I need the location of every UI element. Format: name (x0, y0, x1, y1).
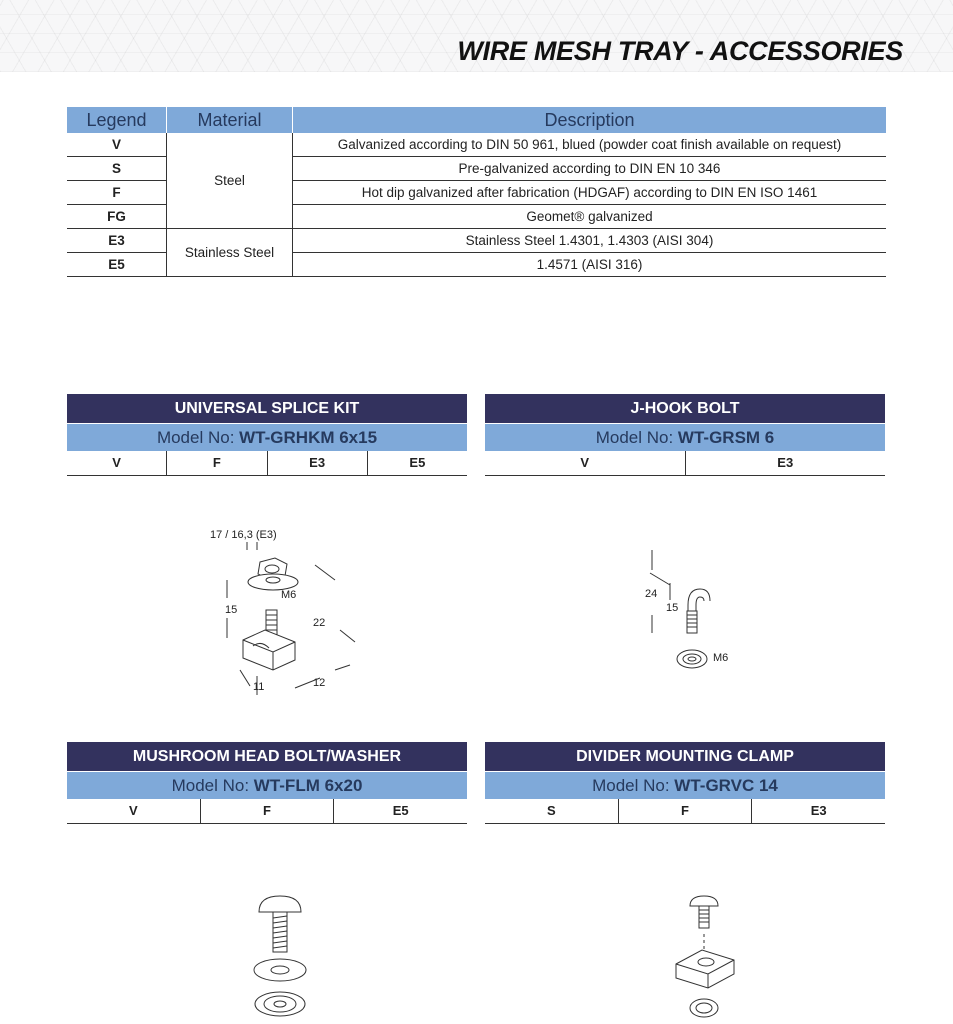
material-code: E5 (392, 803, 409, 818)
product-mushroom-head-bolt (67, 742, 467, 824)
legend-code: E5 (67, 253, 167, 277)
legend-description: Pre-galvanized according to DIN EN 10 346 (293, 157, 887, 181)
product-model (67, 771, 467, 799)
dimension-label: 22 (313, 617, 326, 629)
material-cell: Steel (167, 133, 293, 229)
page-title: WIRE MESH TRAY - ACCESSORIES (457, 36, 903, 66)
product-title: UNIVERSAL SPLICE KIT (67, 394, 467, 423)
description-header: Description (293, 107, 887, 133)
dimension-label: M6 (713, 652, 729, 664)
material-header: Material (167, 107, 293, 133)
product-model (485, 771, 885, 799)
model-number: WT-FLM 6x20 (253, 776, 363, 795)
legend-code: V (67, 133, 167, 157)
legend-code: E3 (67, 229, 167, 253)
legend-description: 1.4571 (AISI 316) (293, 253, 887, 277)
model-prefix: Model No: (156, 428, 240, 447)
model-number: WT-GRVC 14 (674, 776, 778, 795)
material-code: V (67, 799, 201, 823)
product-title: J-HOOK BOLT (485, 394, 885, 423)
material-codes (67, 451, 467, 476)
material-cell: Stainless Steel (167, 229, 293, 277)
product-title: MUSHROOM HEAD BOLT/WASHER (67, 742, 467, 771)
material-code: F (201, 799, 335, 823)
product-universal-splice-kit (67, 394, 467, 476)
legend-description: Hot dip galvanized after fabrication (HDGAF) according to DIN EN ISO 1461 (293, 181, 887, 205)
legend-code: S (67, 157, 167, 181)
legend-code: FG (67, 205, 167, 229)
legend-code: F (67, 181, 167, 205)
model-prefix: Model No: (595, 428, 678, 447)
material-code: E3 (268, 451, 368, 475)
dimension-label: 12 (313, 677, 326, 689)
material-codes (485, 451, 885, 476)
splice-kit-drawing (195, 520, 385, 710)
material-code: E3 (810, 803, 827, 818)
material-code: F (619, 799, 753, 823)
material-codes (67, 799, 467, 824)
material-code: F (167, 451, 267, 475)
dimension-label: 17 / 16,3 (E3) (210, 529, 277, 541)
dimension-label: 24 (645, 588, 658, 600)
material-code: S (485, 799, 619, 823)
dimension-label: M6 (281, 589, 297, 601)
model-prefix: Model No: (171, 776, 254, 795)
legend-description: Geomet® galvanized (293, 205, 887, 229)
model-number: WT-GRHKM 6x15 (239, 428, 378, 447)
material-code: E3 (777, 455, 794, 470)
product-divider-mounting-clamp (485, 742, 885, 824)
product-model (485, 423, 885, 451)
material-code: E5 (409, 455, 426, 470)
dimension-label: 15 (225, 604, 238, 616)
material-code: V (485, 451, 686, 475)
model-number: WT-GRSM 6 (677, 428, 775, 447)
product-title: DIVIDER MOUNTING CLAMP (485, 742, 885, 771)
mushroom-head-bolt-drawing (235, 890, 325, 1024)
j-hook-bolt-drawing (640, 545, 750, 675)
divider-clamp-drawing (660, 892, 750, 1024)
table-row (67, 229, 886, 253)
model-prefix: Model No: (592, 776, 675, 795)
legend-header-row (67, 107, 886, 133)
legend-description: Stainless Steel 1.4301, 1.4303 (AISI 304) (293, 229, 887, 253)
dimension-label: 15 (666, 602, 679, 614)
legend-description: Galvanized according to DIN 50 961, blued (powder coat finish available on request) (293, 133, 887, 157)
material-codes (485, 799, 885, 824)
legend-header: Legend (67, 107, 167, 133)
legend-table (67, 107, 886, 277)
product-j-hook-bolt (485, 394, 885, 476)
table-row (67, 133, 886, 157)
material-code: V (67, 451, 167, 475)
dimension-label: 11 (253, 681, 265, 693)
product-model (67, 423, 467, 451)
